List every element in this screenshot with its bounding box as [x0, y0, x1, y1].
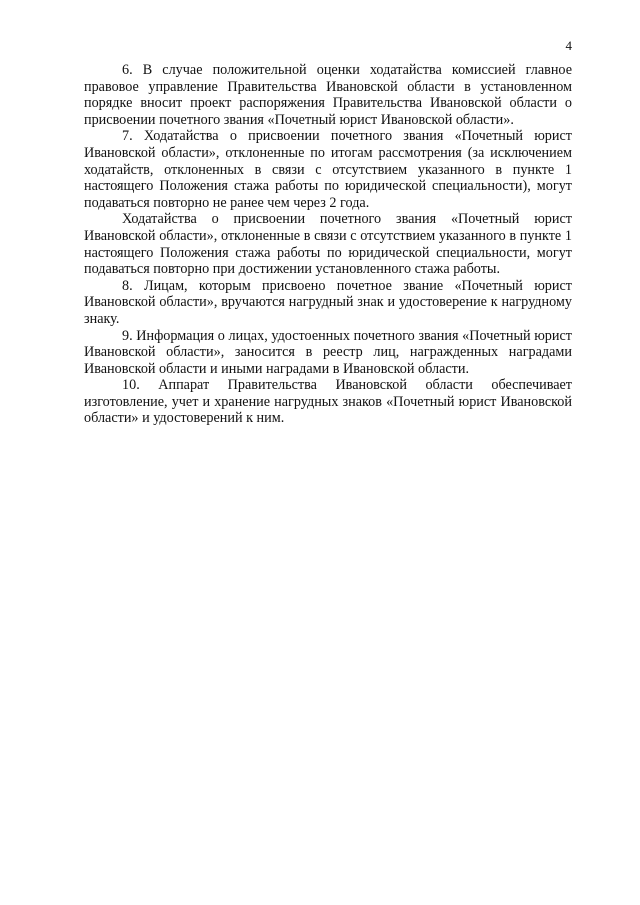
paragraph-7-continuation: Ходатайства о присвоении почетного звания «Почетный юрист Ивановской области», отклоненные в связи с отсутствием указанного в пункте 1 настоящего Положения стажа работы по юридической специальности, могут подаваться повторно при достижении установленного стажа работы. [84, 211, 572, 278]
document-body [84, 62, 572, 427]
page-number: 4 [565, 38, 572, 53]
paragraph-10: 10. Аппарат Правительства Ивановской области обеспечивает изготовление, учет и хранение нагрудных знаков «Почетный юрист Ивановской области» и удостоверений к ним. [84, 377, 572, 427]
paragraph-6: 6. В случае положительной оценки ходатайства комиссией главное правовое управление Правительства Ивановской области в установленном порядке вносит проект распоряжения Правительства Ивановской области о присвоении почетного звания «Почетный юрист Ивановской области». [84, 62, 572, 128]
paragraph-7: 7. Ходатайства о присвоении почетного звания «Почетный юрист Ивановской области», отклоненные по итогам рассмотрения (за исключением ходатайств, отклоненных в связи с отсутствием указанного в пункте 1 настоящего Положения стажа работы по юридической специальности), могут подаваться повторно не ранее чем через 2 года. [84, 128, 572, 211]
paragraph-8: 8. Лицам, которым присвоено почетное звание «Почетный юрист Ивановской области», вручаются нагрудный знак и удостоверение к нагрудному знаку. [84, 277, 572, 327]
paragraph-9: 9. Информация о лицах, удостоенных почетного звания «Почетный юрист Ивановской области», заносится в реестр лиц, награжденных наградами Ивановской области и иными наградами в Ивановской области. [84, 327, 572, 377]
